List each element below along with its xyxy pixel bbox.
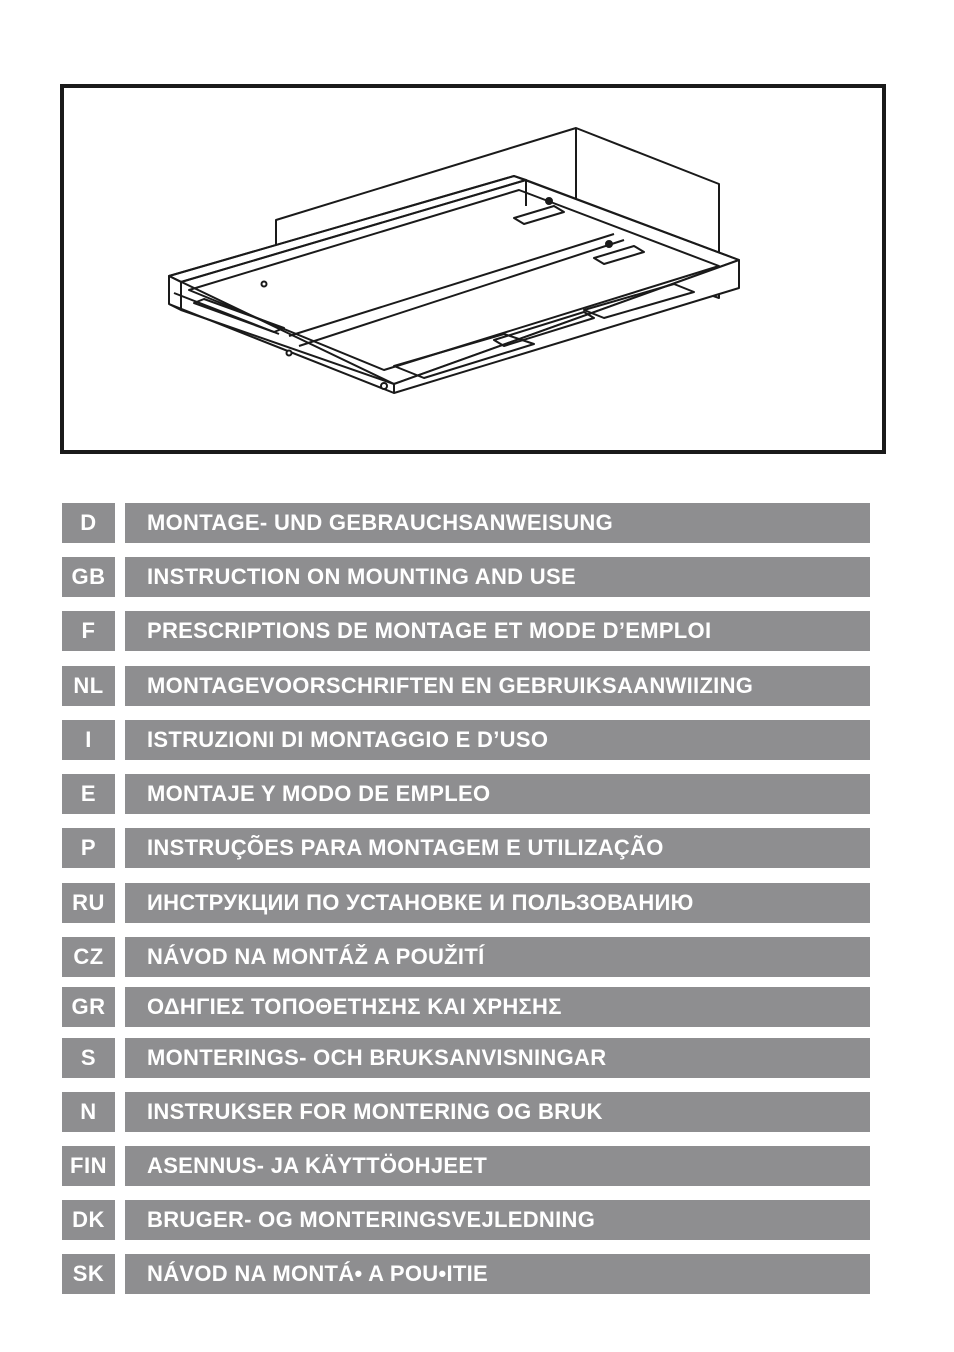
language-title: BRUGER- OG MONTERINGSVEJLEDNING	[125, 1200, 870, 1240]
range-hood-drawing-icon	[64, 88, 882, 450]
language-title: INSTRUKSER FOR MONTERING OG BRUK	[125, 1092, 870, 1132]
language-row	[62, 883, 870, 923]
language-row	[62, 557, 870, 597]
language-row	[62, 774, 870, 814]
language-title: MONTAGEVOORSCHRIFTEN EN GEBRUIKSAANWIIZING	[125, 666, 870, 706]
language-row	[62, 1146, 870, 1186]
language-code: RU	[62, 883, 115, 923]
language-title: INSTRUÇÕES PARA MONTAGEM E UTILIZAÇÃO	[125, 828, 870, 868]
language-title: ISTRUZIONI DI MONTAGGIO E D’USO	[125, 720, 870, 760]
language-row	[62, 503, 870, 543]
illustration-frame	[60, 84, 886, 454]
language-row	[62, 666, 870, 706]
language-title: PRESCRIPTIONS DE MONTAGE ET MODE D’EMPLOI	[125, 611, 870, 651]
language-code: P	[62, 828, 115, 868]
language-title: NÁVOD NA MONTÁ• A POU•ITIE	[125, 1254, 870, 1294]
language-row	[62, 828, 870, 868]
language-code: FIN	[62, 1146, 115, 1186]
language-code: E	[62, 774, 115, 814]
language-row	[62, 720, 870, 760]
language-code: F	[62, 611, 115, 651]
language-title: ASENNUS- JA KÄYTTÖOHJEET	[125, 1146, 870, 1186]
language-title: MONTERINGS- OCH BRUKSANVISNINGAR	[125, 1038, 870, 1078]
language-row	[62, 611, 870, 651]
language-title: MONTAJE Y MODO DE EMPLEO	[125, 774, 870, 814]
language-title: INSTRUCTION ON MOUNTING AND USE	[125, 557, 870, 597]
language-code: GR	[62, 987, 115, 1027]
language-code: CZ	[62, 937, 115, 977]
language-title: ΟΔΗΓΙΕΣ ΤΟΠΟΘΕΤΗΣΗΣ ΚΑΙ ΧΡΗΣΗΣ	[125, 987, 870, 1027]
language-code: NL	[62, 666, 115, 706]
language-code: D	[62, 503, 115, 543]
language-title: MONTAGE- UND GEBRAUCHSANWEISUNG	[125, 503, 870, 543]
language-code: S	[62, 1038, 115, 1078]
language-code: N	[62, 1092, 115, 1132]
language-row	[62, 937, 870, 977]
language-title: ИНСТРУКЦИИ ПО УСТАНОВКЕ И ПОЛЬЗОВАНИЮ	[125, 883, 870, 923]
language-row	[62, 1092, 870, 1132]
language-code: SK	[62, 1254, 115, 1294]
language-row	[62, 1200, 870, 1240]
language-title: NÁVOD NA MONTÁŽ A POUŽITÍ	[125, 937, 870, 977]
language-code: I	[62, 720, 115, 760]
language-code: GB	[62, 557, 115, 597]
language-code: DK	[62, 1200, 115, 1240]
language-row	[62, 987, 870, 1027]
language-row	[62, 1254, 870, 1294]
language-row	[62, 1038, 870, 1078]
